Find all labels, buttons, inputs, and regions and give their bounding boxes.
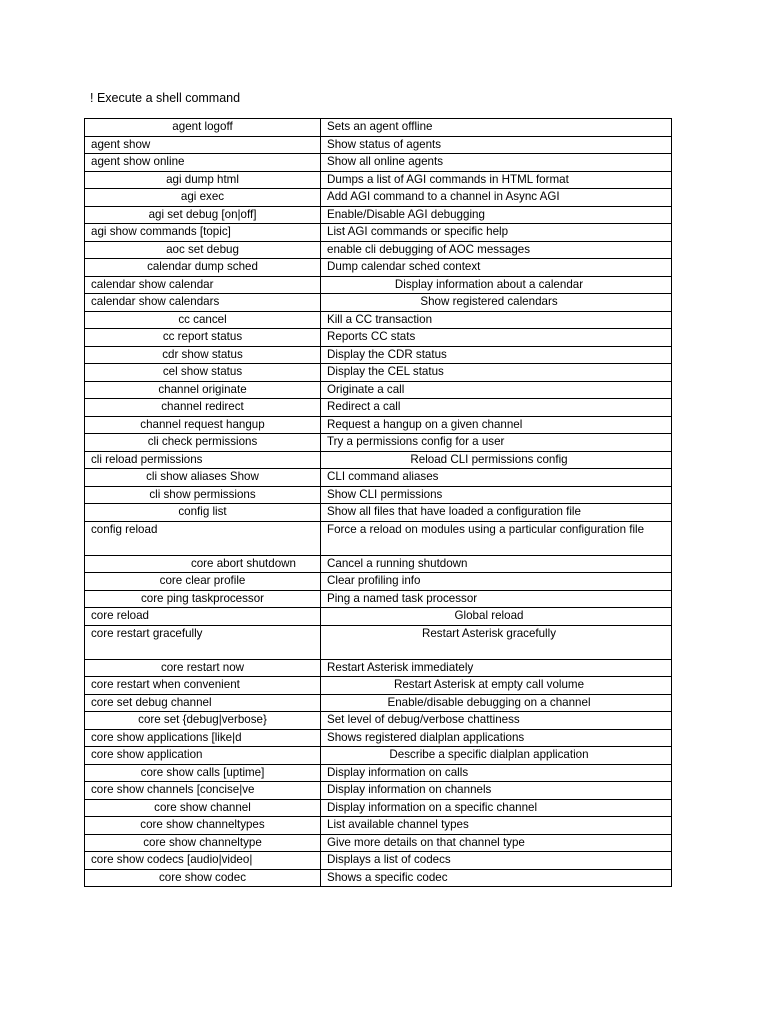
- command-cell: agi set debug [on|off]: [85, 206, 321, 224]
- command-table: [84, 118, 672, 887]
- table-row: [85, 154, 672, 172]
- description-cell: Dumps a list of AGI commands in HTML format: [321, 171, 672, 189]
- table-row: [85, 712, 672, 730]
- command-cell: core abort shutdown: [85, 555, 321, 573]
- description-cell: Show all online agents: [321, 154, 672, 172]
- description-cell: Kill a CC transaction: [321, 311, 672, 329]
- command-cell: core clear profile: [85, 573, 321, 591]
- command-cell: channel request hangup: [85, 416, 321, 434]
- table-row: [85, 224, 672, 242]
- command-cell: calendar show calendars: [85, 294, 321, 312]
- command-cell: cel show status: [85, 364, 321, 382]
- table-row: [85, 381, 672, 399]
- description-cell: Restart Asterisk gracefully: [321, 625, 672, 659]
- command-cell: channel originate: [85, 381, 321, 399]
- description-cell: Force a reload on modules using a particular configuration file: [321, 521, 672, 555]
- command-cell: core show channels [concise|ve: [85, 782, 321, 800]
- table-row: [85, 276, 672, 294]
- command-cell: cdr show status: [85, 346, 321, 364]
- command-cell: core restart gracefully: [85, 625, 321, 659]
- command-cell: calendar show calendar: [85, 276, 321, 294]
- table-row: [85, 399, 672, 417]
- description-cell: Display information on a specific channel: [321, 799, 672, 817]
- command-cell: core set {debug|verbose}: [85, 712, 321, 730]
- table-row: [85, 521, 672, 555]
- description-cell: Display information on calls: [321, 764, 672, 782]
- description-cell: Display the CEL status: [321, 364, 672, 382]
- table-row: [85, 451, 672, 469]
- table-row: [85, 171, 672, 189]
- description-cell: Give more details on that channel type: [321, 834, 672, 852]
- table-row: [85, 311, 672, 329]
- description-cell: List AGI commands or specific help: [321, 224, 672, 242]
- description-cell: Show CLI permissions: [321, 486, 672, 504]
- description-cell: CLI command aliases: [321, 469, 672, 487]
- description-cell: Redirect a call: [321, 399, 672, 417]
- table-row: [85, 119, 672, 137]
- table-row: [85, 677, 672, 695]
- table-row: [85, 799, 672, 817]
- table-row: [85, 136, 672, 154]
- table-row: [85, 469, 672, 487]
- description-cell: Display information on channels: [321, 782, 672, 800]
- table-row: [85, 329, 672, 347]
- command-cell: core show calls [uptime]: [85, 764, 321, 782]
- description-cell: Display the CDR status: [321, 346, 672, 364]
- command-cell: core show channeltypes: [85, 817, 321, 835]
- command-cell: cli reload permissions: [85, 451, 321, 469]
- table-row: [85, 590, 672, 608]
- description-cell: Originate a call: [321, 381, 672, 399]
- command-cell: core show channel: [85, 799, 321, 817]
- table-row: [85, 625, 672, 659]
- description-cell: Set level of debug/verbose chattiness: [321, 712, 672, 730]
- description-cell: Ping a named task processor: [321, 590, 672, 608]
- table-row: [85, 241, 672, 259]
- table-row: [85, 869, 672, 887]
- description-cell: Global reload: [321, 608, 672, 626]
- table-row: [85, 346, 672, 364]
- command-cell: channel redirect: [85, 399, 321, 417]
- table-row: [85, 364, 672, 382]
- description-cell: Show all files that have loaded a configuration file: [321, 504, 672, 522]
- description-cell: Show registered calendars: [321, 294, 672, 312]
- description-cell: Restart Asterisk immediately: [321, 659, 672, 677]
- description-cell: Dump calendar sched context: [321, 259, 672, 277]
- description-cell: enable cli debugging of AOC messages: [321, 241, 672, 259]
- description-cell: Try a permissions config for a user: [321, 434, 672, 452]
- command-cell: cli show aliases Show: [85, 469, 321, 487]
- description-cell: Shows a specific codec: [321, 869, 672, 887]
- description-cell: Clear profiling info: [321, 573, 672, 591]
- table-row: [85, 694, 672, 712]
- command-cell: cli check permissions: [85, 434, 321, 452]
- command-cell: agi exec: [85, 189, 321, 207]
- command-cell: core show codec: [85, 869, 321, 887]
- command-cell: core show applications [like|d: [85, 729, 321, 747]
- table-row: [85, 659, 672, 677]
- table-row: [85, 504, 672, 522]
- command-cell: agent logoff: [85, 119, 321, 137]
- table-row: [85, 259, 672, 277]
- table-row: [85, 189, 672, 207]
- description-cell: Show status of agents: [321, 136, 672, 154]
- table-row: [85, 416, 672, 434]
- description-cell: Displays a list of codecs: [321, 852, 672, 870]
- description-cell: Enable/Disable AGI debugging: [321, 206, 672, 224]
- table-row: [85, 747, 672, 765]
- table-row: [85, 782, 672, 800]
- table-row: [85, 764, 672, 782]
- command-cell: agent show: [85, 136, 321, 154]
- table-row: [85, 608, 672, 626]
- command-cell: core show application: [85, 747, 321, 765]
- description-cell: Add AGI command to a channel in Async AGI: [321, 189, 672, 207]
- command-cell: cc report status: [85, 329, 321, 347]
- command-cell: core ping taskprocessor: [85, 590, 321, 608]
- command-cell: config reload: [85, 521, 321, 555]
- command-cell: core show channeltype: [85, 834, 321, 852]
- table-row: [85, 294, 672, 312]
- description-cell: List available channel types: [321, 817, 672, 835]
- command-cell: aoc set debug: [85, 241, 321, 259]
- command-cell: core reload: [85, 608, 321, 626]
- table-row: [85, 852, 672, 870]
- table-row: [85, 817, 672, 835]
- table-row: [85, 729, 672, 747]
- command-cell: core restart now: [85, 659, 321, 677]
- table-row: [85, 486, 672, 504]
- description-cell: Display information about a calendar: [321, 276, 672, 294]
- description-cell: Cancel a running shutdown: [321, 555, 672, 573]
- command-cell: cc cancel: [85, 311, 321, 329]
- description-cell: Sets an agent offline: [321, 119, 672, 137]
- command-cell: core set debug channel: [85, 694, 321, 712]
- description-cell: Shows registered dialplan applications: [321, 729, 672, 747]
- page-heading: ! Execute a shell command: [90, 91, 241, 105]
- table-row: [85, 834, 672, 852]
- description-cell: Restart Asterisk at empty call volume: [321, 677, 672, 695]
- command-cell: calendar dump sched: [85, 259, 321, 277]
- command-cell: cli show permissions: [85, 486, 321, 504]
- table-row: [85, 206, 672, 224]
- command-cell: config list: [85, 504, 321, 522]
- table-row: [85, 573, 672, 591]
- description-cell: Request a hangup on a given channel: [321, 416, 672, 434]
- table-row: [85, 555, 672, 573]
- description-cell: Describe a specific dialplan application: [321, 747, 672, 765]
- command-table-body: [85, 119, 672, 887]
- table-row: [85, 434, 672, 452]
- description-cell: Reports CC stats: [321, 329, 672, 347]
- command-cell: core restart when convenient: [85, 677, 321, 695]
- command-cell: core show codecs [audio|video|: [85, 852, 321, 870]
- command-cell: agi dump html: [85, 171, 321, 189]
- description-cell: Enable/disable debugging on a channel: [321, 694, 672, 712]
- command-cell: agent show online: [85, 154, 321, 172]
- description-cell: Reload CLI permissions config: [321, 451, 672, 469]
- command-cell: agi show commands [topic]: [85, 224, 321, 242]
